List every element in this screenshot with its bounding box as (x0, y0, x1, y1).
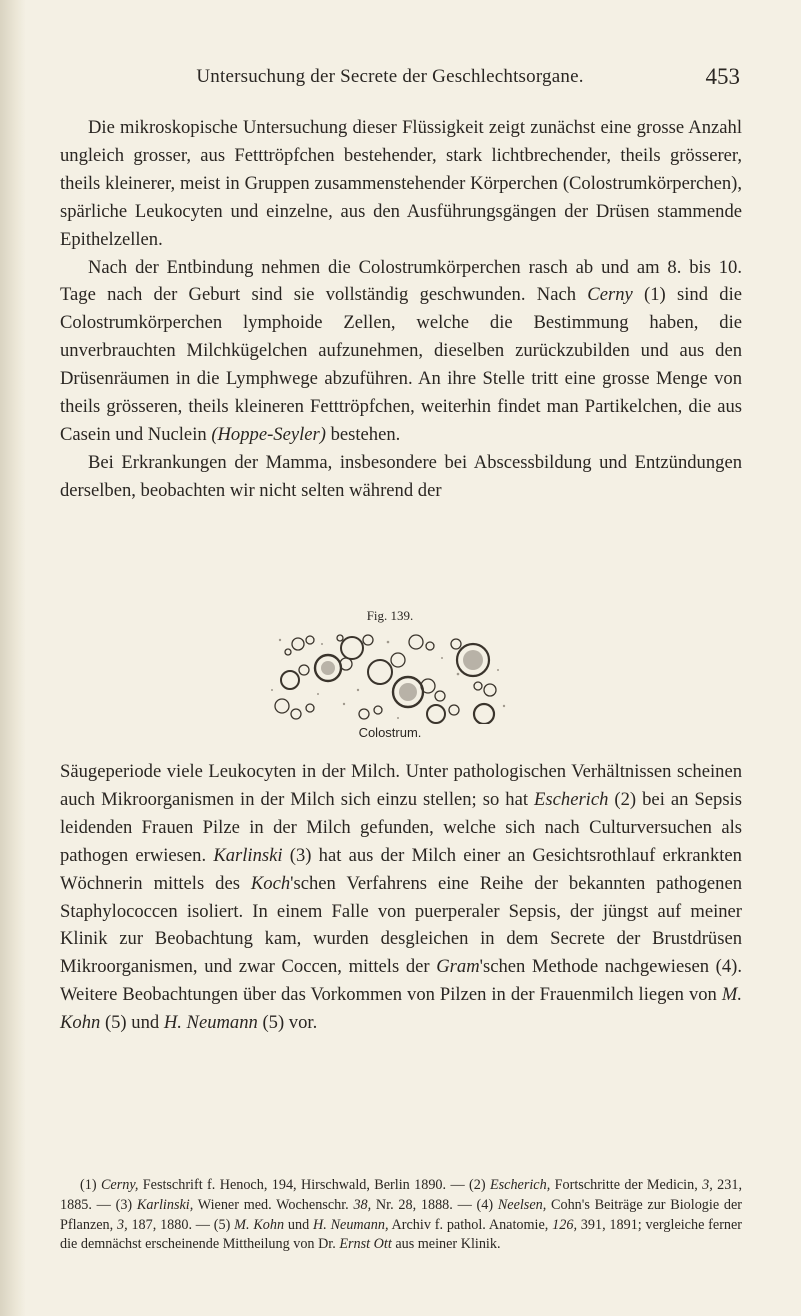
footnote-5-text-a: Archiv f. pathol. Anatomie, (388, 1216, 553, 1233)
citation-karlinski: Karlinski (213, 844, 283, 866)
body-text-lower (60, 758, 742, 1037)
colostrum-illustration (258, 630, 522, 724)
footnote-5-text-b: 391, 1891; vergleiche ferner die demnächst erscheinende Mittheilung von Dr. (60, 1216, 743, 1253)
paragraph-4-text-e: 'schen Methode nachgewiesen (4). Weitere Beobachtungen über das Vorkommen von Pilzen in der Frauenmilch liegen von (60, 956, 742, 1006)
paragraph-4-text-b: (2) bei an Sepsis leidenden Frauen Pilze in der Milch gefunden, welche sich nach Culturversuchen als pathogen erwiesen. (60, 788, 742, 866)
paragraph-3: Bei Erkrankungen der Mamma, insbesondere bei Abscessbildung und Entzündungen derselben, beobachten wir nicht selten während der (60, 451, 742, 501)
footnote-2-author: Escherich, (489, 1177, 551, 1193)
paragraph-2-text-b: (1) sind die Colostrumkörperchen lymphoide Zellen, welche die Bestimmung haben, die unverbrauchten Milchkügelchen aufzunehmen, dieselben zurückzubilden und aus den Drüsenräumen in die Lymphwege abzuführen. An ihre Stelle tritt eine grosse Menge von theils grösseren, theils kleineren Fetttröpfchen, weiterhin findet man Partikelchen, die aus Casein und Nuclein (60, 284, 743, 445)
paragraph-4-text-a: Säugeperiode viele Leukocyten in der Milch. Unter pathologischen Verhältnissen scheinen auch Mikroorganismen in der Milch sich einzu stellen; so hat (60, 761, 742, 810)
citation-neumann: H. Neumann (163, 1012, 258, 1034)
footnote-3-text-a: Wiener med. Wochenschr. (193, 1196, 354, 1213)
footnote-4-text-b: 187, 1880. — (5) (127, 1216, 235, 1233)
citation-gram: Gram (436, 956, 480, 978)
citation-kohn: M. Kohn (60, 984, 742, 1034)
footnote-4-text-a: Cohn's Beiträge zur Biologie der Pflanzen, (60, 1196, 743, 1233)
footnote-5-volume: 126, (552, 1216, 577, 1233)
paragraph-2-text-a: Nach der Entbindung nehmen die Colostrumkörperchen rasch ab und am 8. bis 10. Tage nach der Geburt sind sie vollständig geschwunden. Nach (60, 256, 742, 306)
figure-139 (258, 608, 522, 746)
footnote-5-author-a: M. Kohn (234, 1216, 285, 1233)
footnote-4-volume: 3, (117, 1216, 128, 1233)
citation-cerny: Cerny (587, 284, 633, 306)
footnote-4-author: Neelsen, (497, 1196, 547, 1213)
paragraph-2-text-c: bestehen. (325, 423, 401, 445)
page-header (60, 66, 740, 94)
footnote-5-und: und (284, 1216, 313, 1233)
footnote-1-number: (1) (80, 1177, 101, 1193)
footnote-3-volume: 38, (353, 1196, 372, 1213)
footnote-2-volume: 3, (702, 1177, 713, 1193)
footnote-3-author: Karlinski, (136, 1196, 194, 1213)
footnote-2-text-a: Fortschritte der Medicin, (550, 1177, 703, 1193)
figure-caption: Colostrum. (358, 725, 422, 740)
paragraph-4-text-f: (5) und (100, 1012, 164, 1034)
footnote-5-author-b: H. Neumann, (312, 1216, 389, 1233)
paragraph-4-text-c: (3) hat aus der Milch einer an Gesichtsrothlauf erkrankten Wöchnerin mittels des (60, 844, 742, 894)
footnotes (60, 1176, 742, 1255)
running-title: Untersuchung der Secrete der Geschlechtsorgane. (196, 66, 584, 87)
paragraph-2 (60, 254, 742, 449)
footnote-1-text: Festschrift f. Henoch, 194, Hirschwald, Berlin 1890. — (2) (138, 1177, 490, 1193)
citation-hoppe-seyler: (Hoppe-Seyler) (211, 423, 326, 445)
citation-koch: Koch (250, 872, 291, 894)
paragraph-4-text-g: (5) vor. (257, 1012, 318, 1034)
paragraph-1: Die mikroskopische Untersuchung dieser Flüssigkeit zeigt zunächst eine grosse Anzahl ungleich grosser, aus Fetttröpfchen bestehender, stark lichtbrechender, theils grösserer, theils kleinerer, meist in Gruppen zusammenstehender Körperchen (Colostrumkörperchen), spärliche Leukocyten und einzelne, aus den Ausführungsgängen der Drüsen stammende Epithelzellen. (60, 117, 742, 250)
body-text-upper (60, 114, 742, 505)
footnote-2-text-b: 231, 1885. — (3) (60, 1177, 743, 1213)
paragraph-4 (60, 758, 742, 1037)
page-gutter-shadow (0, 0, 26, 1316)
footnote-3-text-b: Nr. 28, 1888. — (4) (371, 1196, 498, 1213)
paragraph-4-text-d: 'schen Verfahrens eine Reihe der bekannten pathogenen Staphylococcen isoliert. In einem Falle von puerperaler Sepsis, der jüngst auf meiner Klinik zur Beobachtung kam, wurden desgleichen in dem Secrete der Brustdrüsen Mikroorganismen, und zwar Coccen, mittels der (60, 872, 742, 978)
footnote-5-ott: Ernst Ott (339, 1236, 392, 1253)
footnote-block (60, 1176, 742, 1255)
footnote-5-text-c: aus meiner Klinik. (391, 1236, 501, 1253)
citation-escherich: Escherich (534, 788, 609, 810)
figure-label: Fig. 139. (366, 608, 414, 623)
page-number: 453 (705, 64, 740, 89)
footnote-1-author: Cerny, (100, 1177, 139, 1193)
